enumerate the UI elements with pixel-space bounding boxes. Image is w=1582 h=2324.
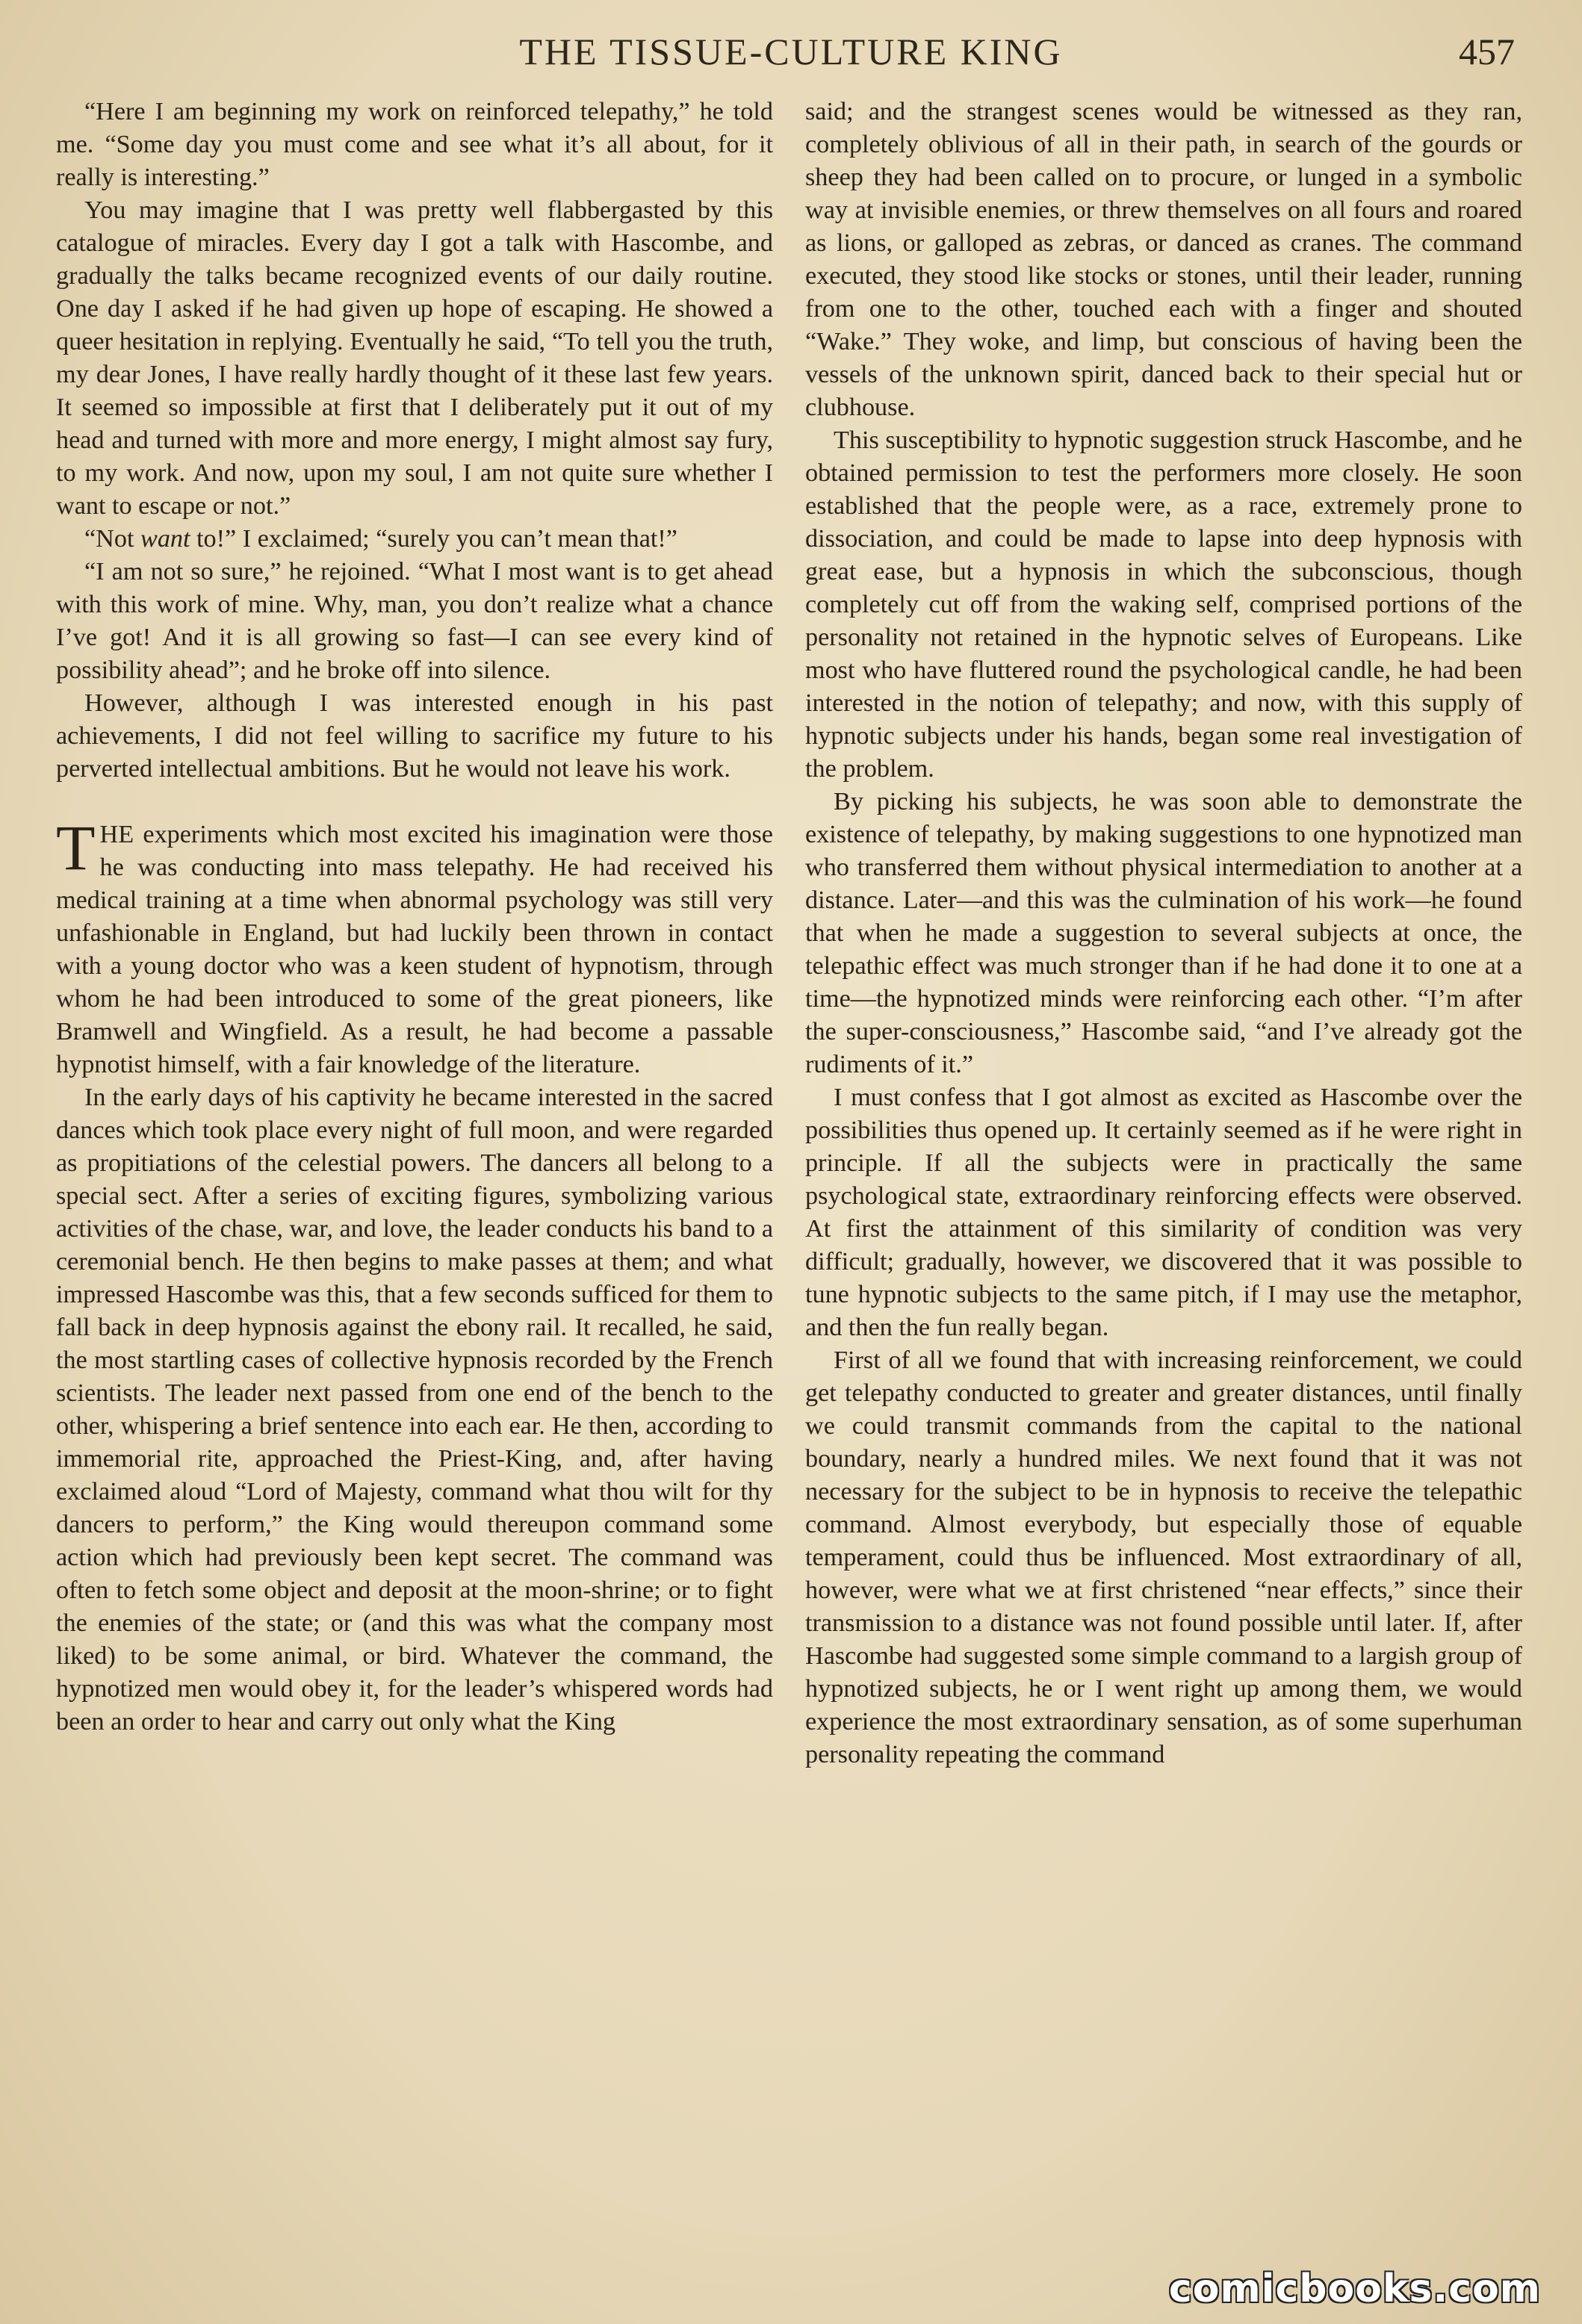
drop-cap: T <box>56 812 96 883</box>
site-watermark: comicbooks.com <box>1168 2266 1541 2311</box>
paragraph: In the early days of his captivity he became interested in the sacred dances which took place every night of full moon, and were regarded as propitiations of the celestial powers. The dancers all belong to a special sect. After a series of exciting figures, symbolizing various activities of the chase, war, and love, the leader conducts his band to a ceremonial bench. He then begins to make passes at them; and what impressed Hascombe was this, that a few seconds sufficed for them to fall back in deep hypnosis against the ebony rail. It recalled, he said, the most startling cases of collective hypnosis recorded by the French scientists. The leader next passed from one end of the bench to the other, whispering a brief sentence into each ear. He then, according to immemorial rite, approached the Priest-King, and, after having exclaimed aloud “Lord of Majesty, command what thou wilt for thy dancers to perform,” the King would thereupon command some action which had previously been kept secret. The command was often to fetch some object and deposit at the moon-shrine; or to fight the enemies of the state; or (and this was what the company most liked) to be some animal, or bird. Whatever the command, the hypnotized men would obey it, for the leader’s whispered words had been an order to hear and carry out only what the King <box>56 1084 773 1736</box>
right-column <box>805 96 1522 1771</box>
text-run: HE experiments which most excited his imagination were those he was conducting into mass telepathy. He had received his medical training at a time when abnormal psychology was still very unfashionable in England, but had luckily been thrown in contact with a young doctor who was a keen student of hypnotism, through whom he had been introduced to some of the great pioneers, like Bramwell and Wingfield. As a result, he had become a passable hypnotist himself, with a fair knowledge of the literature. <box>56 821 773 1078</box>
page-number: 457 <box>1459 31 1515 72</box>
paragraph: said; and the strangest scenes would be witnessed as they ran, completely oblivious of all in their path, in search of the gourds or sheep they had been called on to procure, or lunged in a symbolic way at invisible enemies, or threw themselves on all fours and roared as lions, or galloped as zebras, or danced as cranes. The command executed, they stood like stocks or stones, until their leader, running from one to the other, touched each with a finger and shouted “Wake.” They woke, and limp, but conscious of having been the vessels of the unknown spirit, danced back to their special hut or clubhouse. <box>805 98 1522 421</box>
paragraph: You may imagine that I was pretty well flabbergasted by this catalogue of miracles. Every day I got a talk with Hascombe, and gradually the talks became recognized events of our daily routine. One day I asked if he had given up hope of escaping. He showed a queer hesitation in replying. Eventually he said, “To tell you the truth, my dear Jones, I have really hardly thought of it these last few years. It seemed so impossible at first that I deliberately put it out of my head and turned with more and more energy, I might almost say fury, to my work. And now, upon my soul, I am not quite sure whether I want to escape or not.” <box>56 196 773 520</box>
page-header <box>0 30 1582 82</box>
left-column <box>56 96 773 1739</box>
paragraph: First of all we found that with increasing reinforcement, we could get telepathy conducted to greater and greater distances, until finally we could transmit commands from the capital to the national boundary, nearly a hundred miles. We next found that it was not necessary for the subject to be in hypnosis to receive the telepathic command. Almost everybody, but especially those of equable temperament, could thus be influenced. Most extraordinary of all, however, were what we at first christened “near effects,” since their transmission to a distance was not found possible until later. If, after Hascombe had suggested some simple command to a largish group of hypnotized subjects, he or I went right up among them, we would experience the most extraordinary sensation, as of some superhuman personality repeating the command <box>805 1346 1522 1768</box>
section-paragraph <box>56 812 773 1081</box>
paragraph: By picking his subjects, he was soon able to demonstrate the existence of telepathy, by making suggestions to one hypnotized man who transferred them without physical intermediation to another at a distance. Later—and this was the culmination of his work—he found that when he made a suggestion to several subjects at once, the telepathic effect was much stronger than if he had done it to one at a time—the hypnotized minds were reinforcing each other. “I’m after the super-consciousness,” Hascombe said, “and I’ve already got the rudiments of it.” <box>805 788 1522 1078</box>
paragraph: “I am not so sure,” he rejoined. “What I most want is to get ahead with this work of mine. Why, man, you don’t realize what a chance I’ve got! And it is all growing so fast—I can see every kind of possibility ahead”; and he broke off into silence. <box>56 558 773 684</box>
text-run: to!” I exclaimed; “surely you can’t mean that!” <box>190 525 677 553</box>
paragraph <box>56 523 773 556</box>
emphasis-text: want <box>140 525 190 553</box>
running-title: THE TISSUE-CULTURE KING <box>519 31 1063 72</box>
paragraph: I must confess that I got almost as excited as Hascombe over the possibilities thus opened up. It certainly seemed as if he were right in principle. If all the subjects were in practically the same psychological state, extraordinary reinforcing effects were observed. At first the attainment of this similarity of condition was very difficult; gradually, however, we discovered that it was possible to tune hypnotic subjects to the same pitch, if I may use the metaphor, and then the fun really began. <box>805 1084 1522 1341</box>
paragraph: This susceptibility to hypnotic suggestion struck Hascombe, and he obtained permission to test the performers more closely. He soon established that the people were, as a race, extremely prone to dissociation, and could be made to lapse into deep hypnosis with great ease, but a hypnosis in which the subconscious, though completely cut off from the waking self, comprised portions of the personality not retained in the hypnotic selves of Europeans. Like most who have fluttered round the psychological candle, he had been interested in the notion of telepathy; and now, with this supply of hypnotic subjects under his hands, began some real investigation of the problem. <box>805 426 1522 783</box>
paragraph: However, although I was interested enough in his past achievements, I did not feel willing to sacrifice my future to his perverted intellectual ambitions. But he would not leave his work. <box>56 689 773 783</box>
paragraph: “Here I am beginning my work on reinforced telepathy,” he told me. “Some day you must come and see what it’s all about, for it really is interesting.” <box>56 98 773 191</box>
text-run: “Not <box>84 525 141 553</box>
